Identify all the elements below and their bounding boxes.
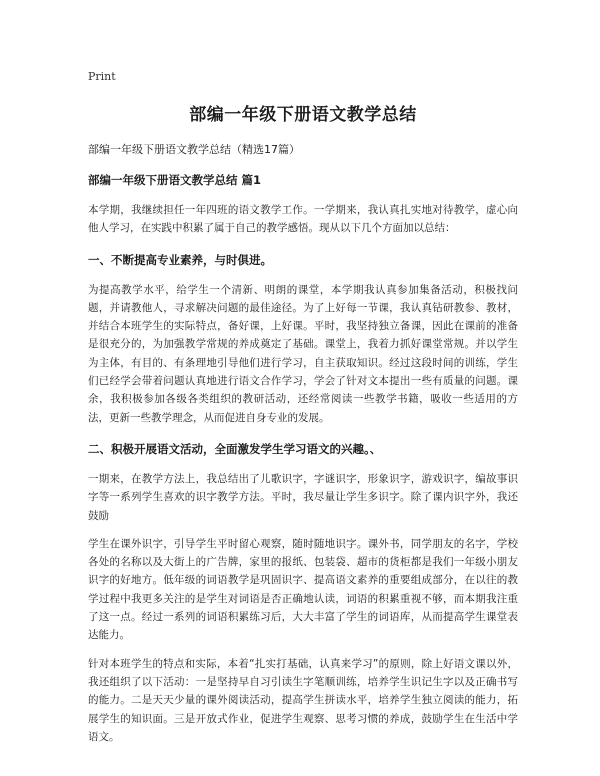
print-link[interactable]: Print: [88, 70, 116, 83]
article-heading: 部编一年级下册语文教学总结 篇1: [88, 173, 262, 187]
section-2-heading: 二、积极开展语文活动，全面激发学生学习语文的兴趣。、: [88, 441, 382, 456]
document-subtitle: 部编一年级下册语文教学总结（精选17篇）: [88, 143, 300, 156]
section-2-paragraph-1: 一期来，在教学方法上，我总结出了儿歌识字，字谜识字，形象识字，游戏识字，编故事识字等一系列学生喜欢的识字教学方法。平时，我尽量让学生多识字。除了课内识字外，我还鼓励: [88, 472, 518, 522]
section-2-paragraph-2: 学生在课外识字，引导学生平时留心观察，随时随地识字。课外书，同学朋友的名字，学校各处的名称以及大街上的广告牌，家里的报纸、包装袋、超市的货柜都是我们一年级小朋友识字的好地方。低年级的词语教学是巩固识字、提高语文素养的重要组成部分，在以往的教学过程中我更多关注的是学生对词语是否正确地认读，词语的积累重视不够，而本期我注重了这一点。经过一系列的词语积累练习后，大大丰富了学生的词语库，从而提高学生课堂表达能力。: [88, 537, 518, 642]
section-2-paragraph-3: 针对本班学生的特点和实际，本着“扎实打基础，认真来学习”的原则，除上好语文课以外，我还组织了以下活动：一是坚持早自习引读生字笔顺训练，培养学生识记生字以及正确书写的能力。二是天天少量的课外阅读活动，提高学生拼读水平，培养学生独立阅读的能力，拓展学生的知识面。三是开放式作业，促进学生观察、思考习惯的养成，鼓励学生在生活中学语文。: [88, 657, 518, 743]
intro-paragraph: 本学期，我继续担任一年四班的语文教学工作。一学期来，我认真扎实地对待教学，虚心向他人学习，在实践中积累了属于自己的教学感悟。现从以下几个方面加以总结：: [88, 204, 518, 235]
section-1-heading: 一、不断提高专业素养，与时俱进。: [88, 252, 272, 267]
document-title: 部编一年级下册语文教学总结: [189, 105, 417, 125]
section-1-paragraph: 为提高教学水平，给学生一个清新、明朗的课堂，本学期我认真参加集备活动，积极找问题，并请教他人，寻求解决问题的最佳途径。为了上好每一节课，我认真钻研教参、教材，并结合本班学生的实际特点，备好课，上好课。平时，我坚持独立备课，因此在课前的准备是很充分的，为加强教学常规的养成奠定了基础。课堂上，我着力抓好课堂常规。并以学生为主体，有目的、有条理地引导他们进行学习，自主获取知识。经过这段时间的训练，学生们已经学会带着问题认真地进行语文合作学习，学会了针对文本提出一些有质量的问题。课余，我积极参加各级各类组织的教研活动，还经常阅读一些教学书籍，吸收一些适用的方法，更新一些教学理念，从而促进自身专业的发展。: [88, 283, 518, 424]
